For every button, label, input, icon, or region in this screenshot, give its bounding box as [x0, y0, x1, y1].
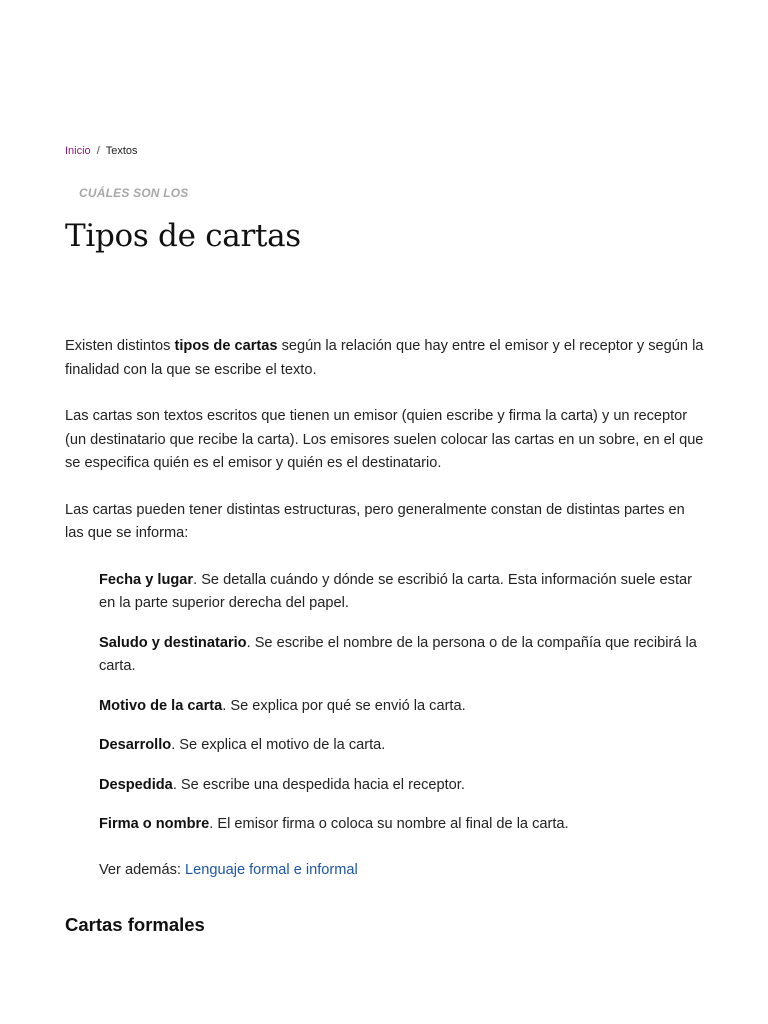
list-item-description: . Se detalla cuándo y dónde se escribió la carta. Esta información suele estar en la parte superior derecha del papel. [99, 571, 692, 611]
section-heading: Cartas formales [65, 914, 205, 935]
intro-text-end: según la relación que hay entre el emisor y el receptor y según la finalidad con la que se escribe el texto. [65, 338, 704, 378]
list-item-term: Firma o nombre [99, 816, 210, 832]
intro-bold-term: tipos de cartas [174, 338, 278, 354]
breadcrumb-home-link[interactable]: Inicio [65, 145, 91, 157]
list-item-term: Motivo de la carta [99, 697, 223, 714]
list-item-term: Fecha y lugar [99, 571, 194, 588]
breadcrumb-current[interactable]: Textos [105, 145, 138, 157]
list-item [99, 813, 705, 837]
see-also [99, 859, 705, 883]
list-item [99, 734, 705, 758]
list-item [99, 695, 705, 719]
page-title: Tipos de cartas [65, 218, 301, 254]
intro-text-start: Existen distintos [65, 338, 175, 354]
list-item-description: . El emisor firma o coloca su nombre al final de la carta. [209, 816, 569, 832]
body-paragraph: Las cartas pueden tener distintas estructuras, pero generalmente constan de distintas partes en las que se informa: [65, 501, 685, 541]
list-item-term: Saludo y destinatario [99, 634, 247, 651]
list-item-description: . Se escribe el nombre de la persona o de la compañía que recibirá la carta. [99, 634, 697, 674]
see-also-label: Ver además: [99, 861, 185, 878]
list-item-term: Despedida [99, 776, 173, 793]
list-item-term: Desarrollo [99, 737, 172, 753]
title-kicker: CUÁLES SON LOS [79, 186, 189, 200]
list-item [99, 632, 705, 679]
list-item [99, 569, 705, 616]
see-also-link[interactable]: Lenguaje formal e informal [185, 861, 358, 878]
body-paragraph: Las cartas son textos escritos que tienen un emisor (quien escribe y firma la carta) y un receptor (un destinatario que recibe la carta). Los emisores suelen colocar las cartas en un sobre, en el que se especifica quién es el emisor y quién es el destinatario. [65, 408, 704, 471]
list-item-description: . Se escribe una despedida hacia el receptor. [172, 776, 465, 793]
list-item-description: . Se explica el motivo de la carta. [171, 737, 386, 753]
list-item-description: . Se explica por qué se envió la carta. [222, 697, 466, 714]
article-body [65, 335, 705, 882]
letter-parts-list [65, 569, 705, 883]
breadcrumb [65, 143, 138, 159]
breadcrumb-separator: / [96, 145, 100, 157]
intro-paragraph [65, 335, 705, 382]
list-item [99, 774, 705, 798]
